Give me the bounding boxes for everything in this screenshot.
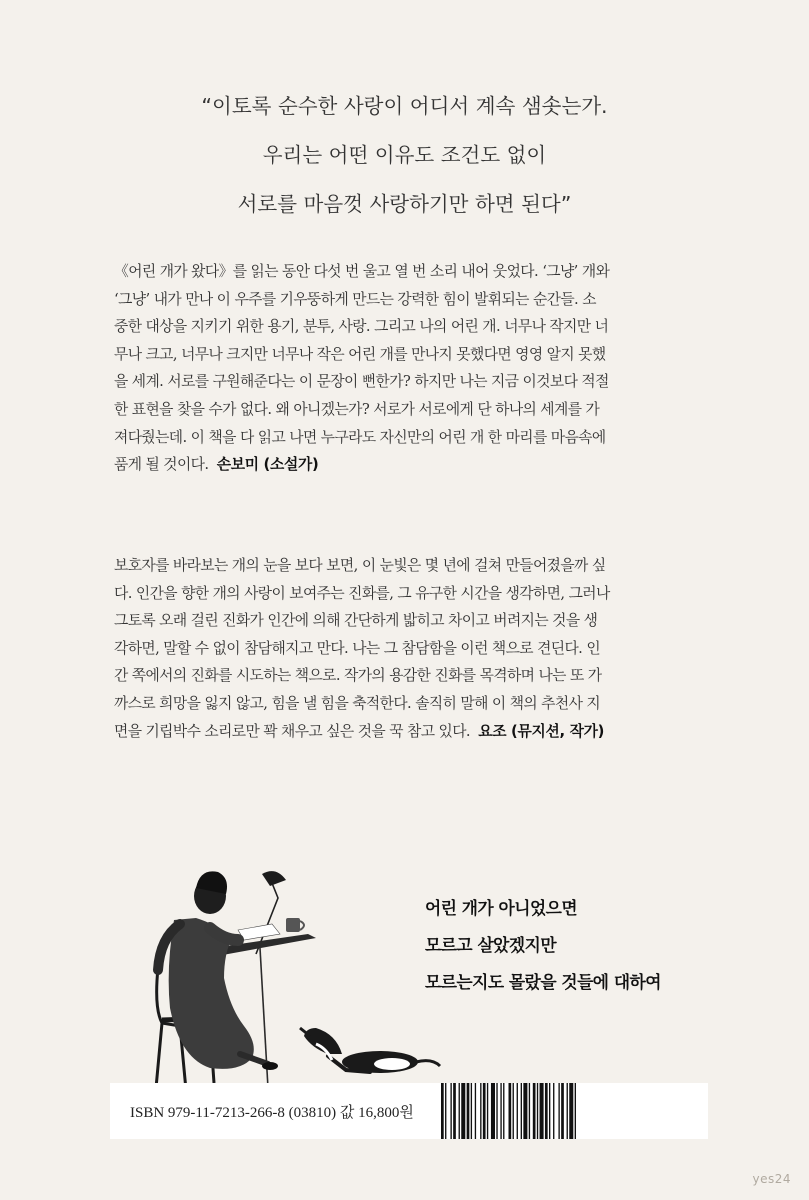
review-line: 간 쪽에서의 진화를 시도하는 책으로. 작가의 용감한 진화를 목격하며 나는 또 가 xyxy=(114,667,602,685)
review-line: 각하면, 말할 수 없이 참담해지고 만다. 나는 그 참담함을 이런 책으로 견딘다. 인 xyxy=(114,639,601,657)
review-sonbomi xyxy=(114,258,698,479)
review-line: 까스로 희망을 잃지 않고, 힘을 낼 힘을 축적한다. 솔직히 말해 이 책의 추천사 지 xyxy=(114,694,601,712)
review-author: 손보미 (소설가) xyxy=(216,456,319,474)
review-line: 그토록 오래 걸린 진화가 인간에 의해 간단하게 밟히고 차이고 버려지는 것을 생 xyxy=(114,612,598,630)
tagline-line-3: 모르는지도 몰랐을 것들에 대하여 xyxy=(425,972,661,992)
isbn-price-text: ISBN 979-11-7213-266-8 (03810) 값 16,800원 xyxy=(130,1105,414,1121)
review-line: 품게 될 것이다. xyxy=(114,456,209,474)
review-line: 한 표현을 찾을 수가 없다. 왜 아니겠는가? 서로가 서로에게 단 하나의 세계를 가 xyxy=(114,400,600,418)
tagline xyxy=(425,890,661,1001)
quote-line-2: 우리는 어떤 이유도 조건도 없이 xyxy=(262,143,547,167)
review-line: 을 세계. 서로를 구원해준다는 이 문장이 뻔한가? 하지만 나는 지금 이것보다 적절 xyxy=(114,373,609,391)
review-last-line xyxy=(114,718,698,746)
woman-and-dog-illustration xyxy=(140,858,450,1090)
review-line: 다. 인간을 향한 개의 사랑이 보여주는 진화를, 그 유구한 시간을 생각하면, 그러나 xyxy=(114,584,610,602)
review-line: 《어린 개가 왔다》를 읽는 동안 다섯 번 울고 열 번 소리 내어 웃었다. ‘그냥’ 개와 xyxy=(114,263,610,280)
review-yojo xyxy=(114,552,698,745)
review-line: 무나 크고, 너무나 크지만 너무나 작은 어린 개를 만나지 못했다면 영영 알지 못했 xyxy=(114,345,606,363)
review-line: 중한 대상을 지키기 위한 용기, 분투, 사랑. 그리고 나의 어린 개. 너무나 작지만 너 xyxy=(114,318,609,336)
review-line: ‘그냥’ 내가 만나 이 우주를 기우뚱하게 만드는 강력한 힘이 발휘되는 순간들. 소 xyxy=(114,290,596,308)
review-author: 요조 (뮤지션, 작가) xyxy=(478,722,605,740)
tagline-line-1: 어린 개가 아니었으면 xyxy=(425,898,578,918)
quote-line-1: “이토록 순수한 사랑이 어디서 계속 샘솟는가. xyxy=(201,94,608,118)
watermark: yes24 xyxy=(752,1172,791,1186)
quote-line-3: 서로를 마음껏 사랑하기만 하면 된다” xyxy=(237,192,572,216)
pull-quote xyxy=(0,82,809,229)
barcode xyxy=(439,1083,704,1139)
tagline-line-2: 모르고 살았겠지만 xyxy=(425,935,557,955)
isbn-panel xyxy=(110,1083,708,1139)
review-last-line xyxy=(114,451,698,479)
review-line: 져다줬는데. 이 책을 다 읽고 나면 누구라도 자신만의 어린 개 한 마리를 마음속에 xyxy=(114,428,606,446)
review-line: 면을 기립박수 소리로만 꽉 채우고 싶은 것을 꾹 참고 있다. xyxy=(114,722,470,740)
review-line: 보호자를 바라보는 개의 눈을 보다 보면, 이 눈빛은 몇 년에 걸쳐 만들어졌을까 싶 xyxy=(114,557,606,574)
